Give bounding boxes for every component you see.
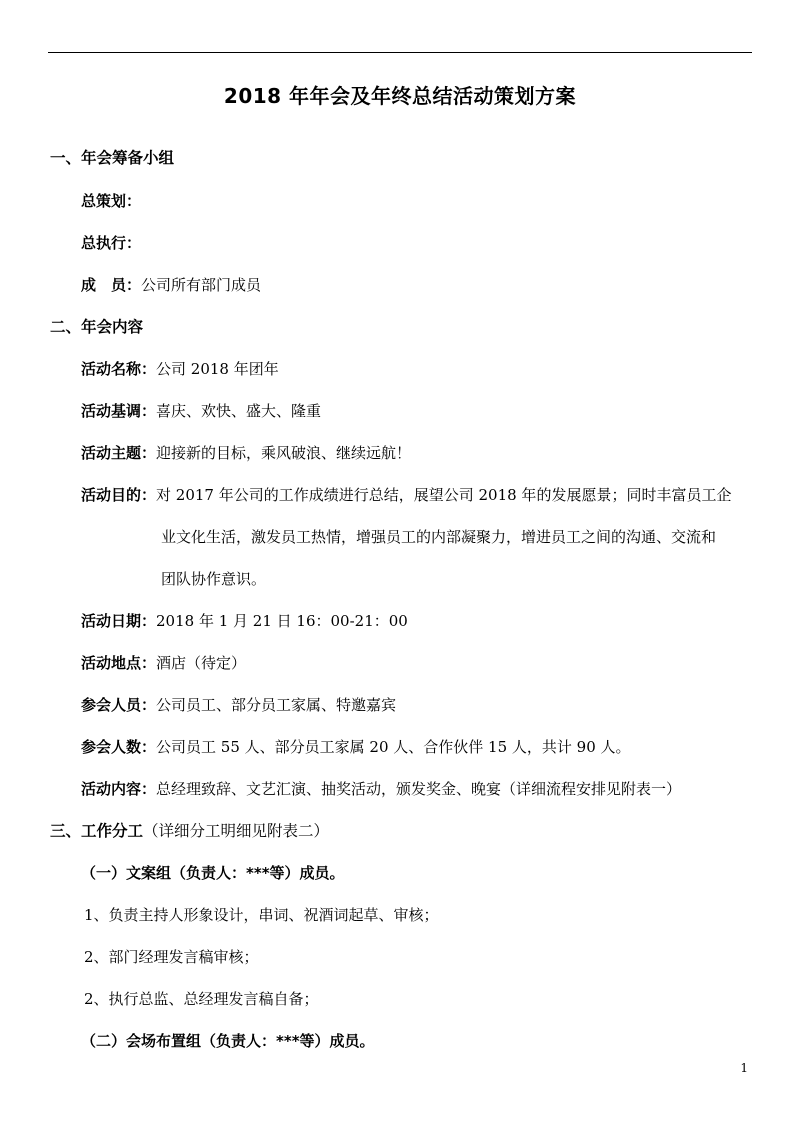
field-label: 活动主题： [81,444,157,462]
field-value: 迎接新的目标，乘风破浪、继续远航！ [156,444,412,462]
field-event-purpose-line-3: 团队协作意识。 [161,570,267,588]
field-label: 活动目的： [81,486,157,504]
group-title-copywriting: （一）文案组（负责人：***等）成员。 [81,864,345,882]
task-item: 2、执行总监、总经理发言稿自备； [84,990,319,1008]
section-heading-2: 二、年会内容 [50,318,144,336]
field-event-purpose [81,485,731,505]
task-item: 1、负责主持人形象设计，串词、祝酒词起草、审核； [84,906,439,924]
field-event-theme [81,443,411,463]
field-label: 活动地点： [81,654,157,672]
field-label: 活动基调： [81,402,157,420]
field-chief-executor [81,233,141,253]
field-chief-planner [81,191,141,211]
header-rule [48,52,752,53]
field-value: 公司员工 55 人、部分员工家属 20 人、合作伙伴 15 人，共计 90 人。 [156,738,631,756]
field-label: 参会人数： [81,738,157,756]
field-event-date [81,611,408,631]
field-value: 2018 年 1 月 21 日 16：00-21：00 [156,612,408,630]
field-value: 公司所有部门成员 [141,276,262,294]
field-members [81,275,261,295]
field-label: 总执行： [81,234,142,252]
field-event-purpose-line-2: 业文化生活，激发员工热情，增强员工的内部凝聚力，增进员工之间的沟通、交流和 [161,528,717,546]
field-event-tone [81,401,321,421]
section-heading-3 [50,821,329,841]
field-label: 总策划： [81,192,142,210]
document-title: 2018 年年会及年终总结活动策划方案 [223,84,577,108]
field-event-content [81,779,681,799]
group-title-venue-setup: （二）会场布置组（负责人：***等）成员。 [81,1032,375,1050]
section-heading-text: 三、工作分工 [50,822,144,840]
section-heading-1: 一、年会筹备小组 [50,149,175,167]
field-value: 总经理致辞、文艺汇演、抽奖活动，颁发奖金、晚宴（详细流程安排见附表一） [156,780,682,798]
field-value: 酒店（待定） [156,654,247,672]
field-attendees [81,695,396,715]
field-label: 参会人员： [81,696,157,714]
field-attendee-count [81,737,631,757]
page-number: 1 [740,1061,748,1075]
field-value: 喜庆、欢快、盛大、隆重 [156,402,322,420]
field-value: 对 2017 年公司的工作成绩进行总结，展望公司 2018 年的发展愿景；同时丰富员工企 [156,486,732,504]
field-label: 活动名称： [81,360,157,378]
task-item: 2、部门经理发言稿审核； [84,948,259,966]
field-event-location [81,653,246,673]
field-value: 公司 2018 年团年 [156,360,279,378]
field-value: 公司员工、部分员工家属、特邀嘉宾 [156,696,397,714]
field-label: 成 员： [81,276,142,294]
field-event-name [81,359,279,379]
field-label: 活动日期： [81,612,157,630]
field-label: 活动内容： [81,780,157,798]
section-heading-note: （详细分工明细见附表二） [143,822,330,840]
